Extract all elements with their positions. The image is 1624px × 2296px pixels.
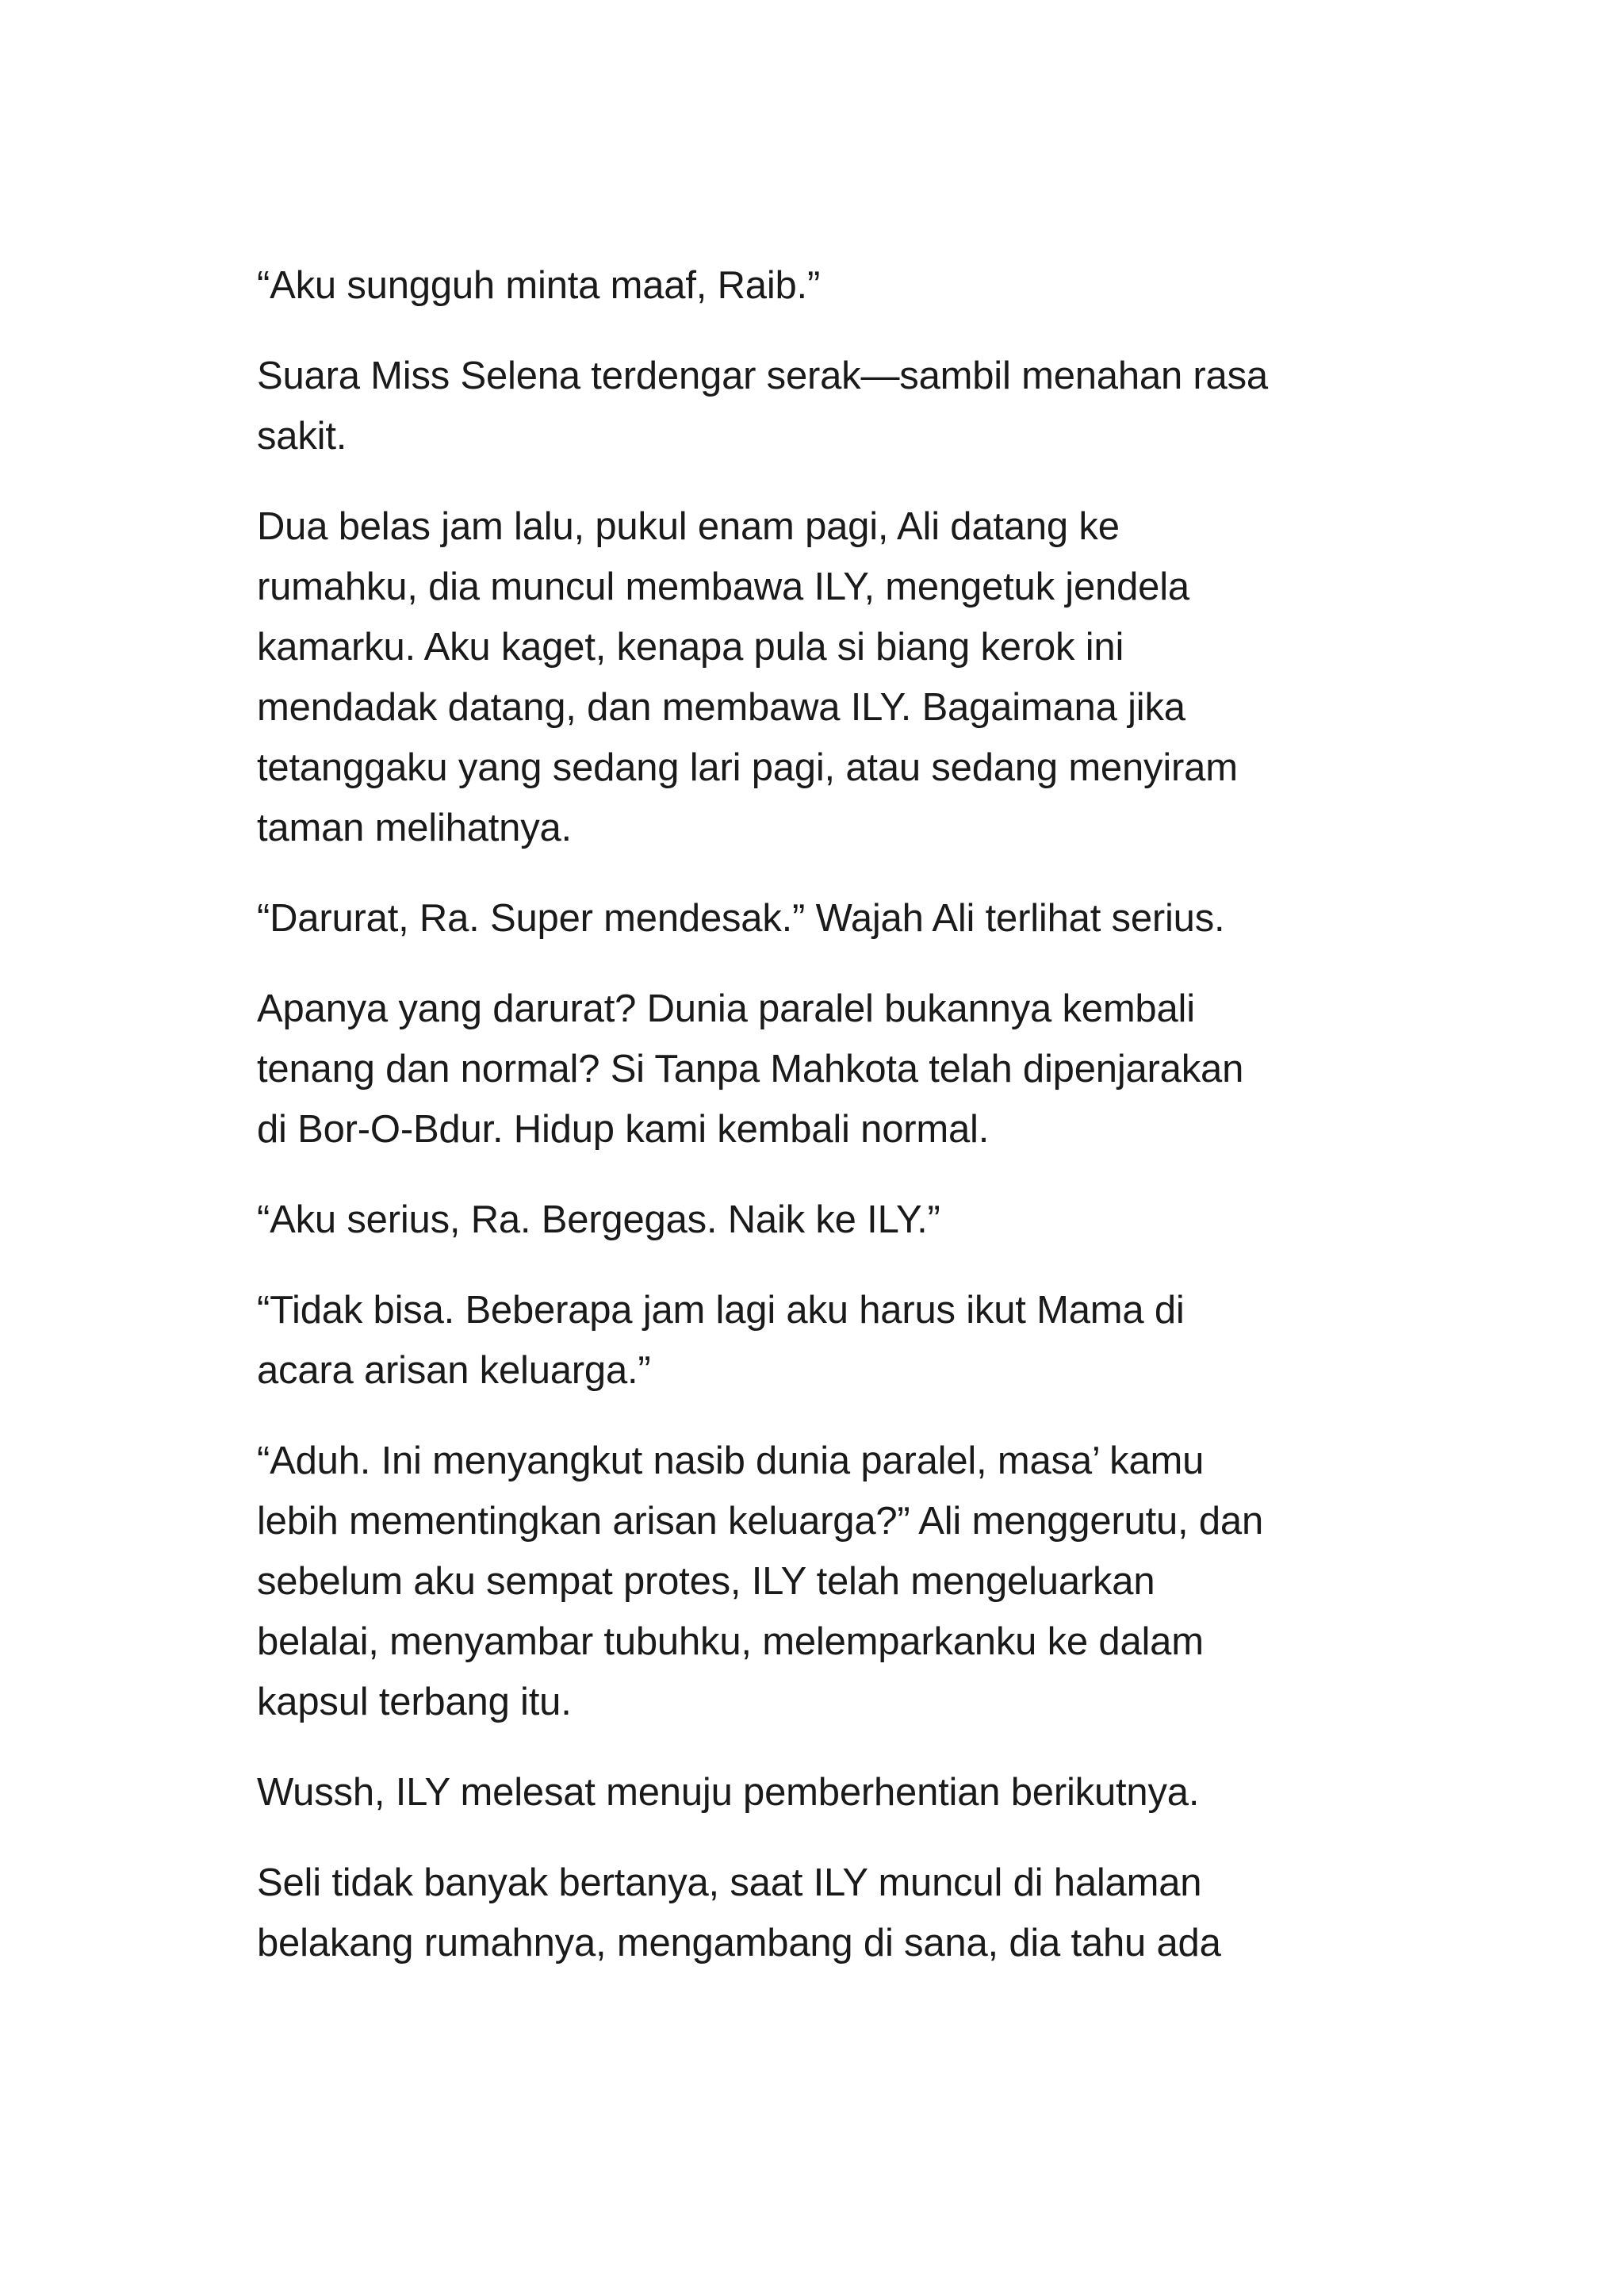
paragraph [257,1280,1423,1401]
paragraph [257,888,1423,949]
paragraph [257,496,1423,858]
text-line: sebelum aku sempat protes, ILY telah mengeluarkan [257,1560,1155,1603]
body-text [257,255,1423,1973]
text-line: belalai, menyambar tubuhku, melemparkanku ke dalam [257,1620,1204,1663]
text-line: “Aduh. Ini menyangkut nasib dunia paralel, masa’ kamu [257,1439,1205,1482]
text-line: mendadak datang, dan membawa ILY. Bagaimana jika [257,686,1185,729]
text-line: tetanggaku yang sedang lari pagi, atau sedang menyiram [257,746,1238,789]
text-line: “Tidak bisa. Beberapa jam lagi aku harus ikut Mama di [257,1289,1185,1332]
paragraph [257,1190,1423,1250]
paragraph [257,1853,1423,1973]
text-line: tenang dan normal? Si Tanpa Mahkota telah dipenjarakan [257,1048,1244,1091]
text-line: acara arisan keluarga.” [257,1349,651,1392]
text-line: “Darurat, Ra. Super mendesak.” Wajah Ali terlihat serius. [257,897,1225,940]
text-line: Apanya yang darurat? Dunia paralel bukannya kembali [257,987,1195,1030]
paragraph [257,346,1423,466]
text-line: kamarku. Aku kaget, kenapa pula si biang kerok ini [257,626,1124,669]
text-line: “Aku sungguh minta maaf, Raib.” [257,264,821,307]
paragraph [257,1431,1423,1732]
text-line: lebih mementingkan arisan keluarga?” Ali menggerutu, dan [257,1500,1264,1543]
text-line: sakit. [257,415,347,458]
text-line: di Bor-O-Bdur. Hidup kami kembali normal. [257,1108,990,1151]
text-line: Dua belas jam lalu, pukul enam pagi, Ali datang ke [257,505,1120,548]
paragraph [257,255,1423,316]
text-line: Wussh, ILY melesat menuju pemberhentian berikutnya. [257,1771,1200,1814]
text-line: rumahku, dia muncul membawa ILY, mengetuk jendela [257,565,1189,608]
text-line: kapsul terbang itu. [257,1681,572,1723]
paragraph [257,979,1423,1159]
text-line: belakang rumahnya, mengambang di sana, dia tahu ada [257,1922,1221,1964]
text-line: Suara Miss Selena terdengar serak—sambil menahan rasa [257,355,1268,397]
paragraph [257,1762,1423,1823]
text-line: Seli tidak banyak bertanya, saat ILY muncul di halaman [257,1861,1202,1904]
text-line: taman melihatnya. [257,807,572,849]
text-line: “Aku serius, Ra. Bergegas. Naik ke ILY.” [257,1198,940,1241]
